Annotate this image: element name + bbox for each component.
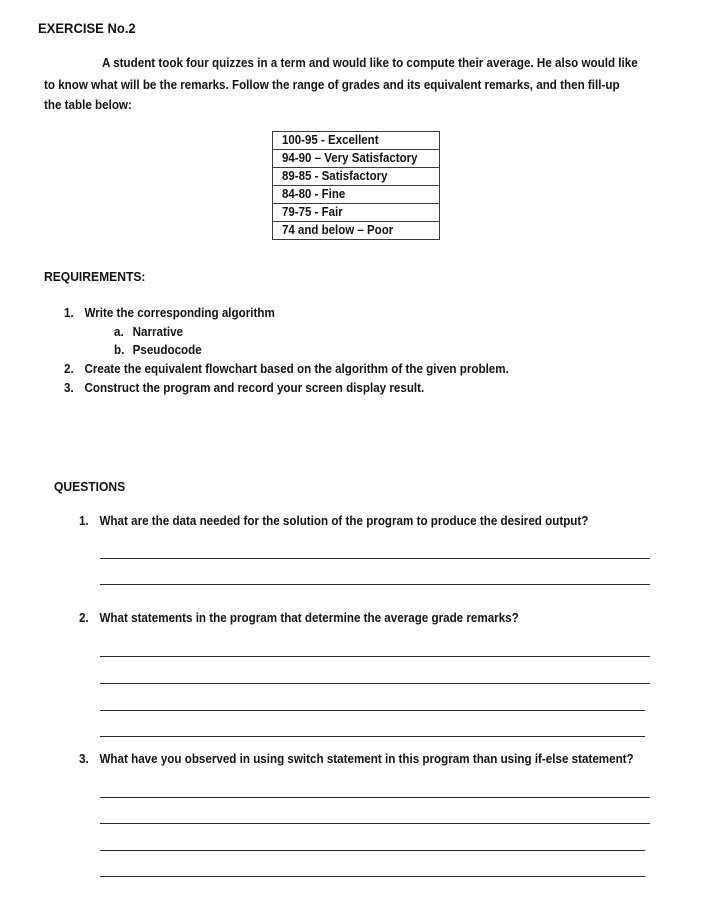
requirement-subitem — [114, 325, 183, 339]
grade-range-satisfactory: 89-85 - Satisfactory — [282, 169, 388, 183]
intro-line-1: A student took four quizzes in a term and would like to compute their average. He also would like — [102, 56, 638, 70]
question-text: What are the data needed for the solution of the program to produce the desired output? — [99, 514, 589, 528]
requirement-item — [64, 306, 275, 320]
requirement-text: Create the equivalent flowchart based on the algorithm of the given problem. — [84, 362, 509, 376]
question-number: 3. — [79, 752, 89, 766]
grade-range-fair: 79-75 - Fair — [282, 205, 343, 219]
grade-range-fine: 84-80 - Fine — [282, 187, 346, 201]
requirements-heading: REQUIREMENTS: — [44, 269, 146, 284]
subitem-text: Narrative — [132, 325, 184, 339]
grade-row — [273, 222, 440, 240]
answer-line[interactable] — [100, 584, 650, 585]
grade-range-excellent: 100-95 - Excellent — [282, 133, 379, 147]
grade-row — [273, 132, 440, 150]
answer-line[interactable] — [100, 797, 650, 798]
answer-line[interactable] — [100, 736, 645, 737]
answer-line[interactable] — [100, 683, 650, 684]
answer-line[interactable] — [100, 656, 650, 657]
question-item — [79, 611, 519, 625]
subitem-text: Pseudocode — [132, 343, 202, 357]
questions-heading: QUESTIONS — [54, 479, 126, 494]
grade-range-very-satisfactory: 94-90 – Very Satisfactory — [282, 151, 418, 165]
grade-row — [273, 168, 440, 186]
subitem-label: a. — [114, 325, 124, 339]
grade-row — [273, 204, 440, 222]
answer-line[interactable] — [100, 710, 645, 711]
answer-line[interactable] — [100, 558, 650, 559]
grade-range-poor: 74 and below – Poor — [282, 223, 394, 237]
question-item — [79, 514, 588, 528]
requirement-number: 3. — [64, 381, 74, 395]
answer-line[interactable] — [100, 876, 645, 877]
grade-remarks-table — [272, 131, 440, 240]
answer-line[interactable] — [100, 823, 650, 824]
requirement-text: Construct the program and record your screen display result. — [84, 381, 425, 395]
question-item — [79, 752, 634, 766]
exercise-title: EXERCISE No.2 — [38, 20, 136, 36]
requirement-item — [64, 362, 509, 376]
requirement-text: Write the corresponding algorithm — [84, 306, 275, 320]
grade-row — [273, 186, 440, 204]
question-text: What have you observed in using switch statement in this program than using if-else statement? — [99, 752, 634, 766]
requirement-number: 2. — [64, 362, 74, 376]
grade-row — [273, 150, 440, 168]
requirement-number: 1. — [64, 306, 74, 320]
requirement-item — [64, 381, 424, 395]
question-number: 1. — [79, 514, 89, 528]
subitem-label: b. — [114, 343, 125, 357]
question-text: What statements in the program that determine the average grade remarks? — [99, 611, 519, 625]
intro-line-3: the table below: — [44, 98, 132, 112]
intro-line-2: to know what will be the remarks. Follow the range of grades and its equivalent remarks, and then fill-up — [44, 78, 620, 92]
requirement-subitem — [114, 343, 202, 357]
answer-line[interactable] — [100, 850, 645, 851]
question-number: 2. — [79, 611, 89, 625]
